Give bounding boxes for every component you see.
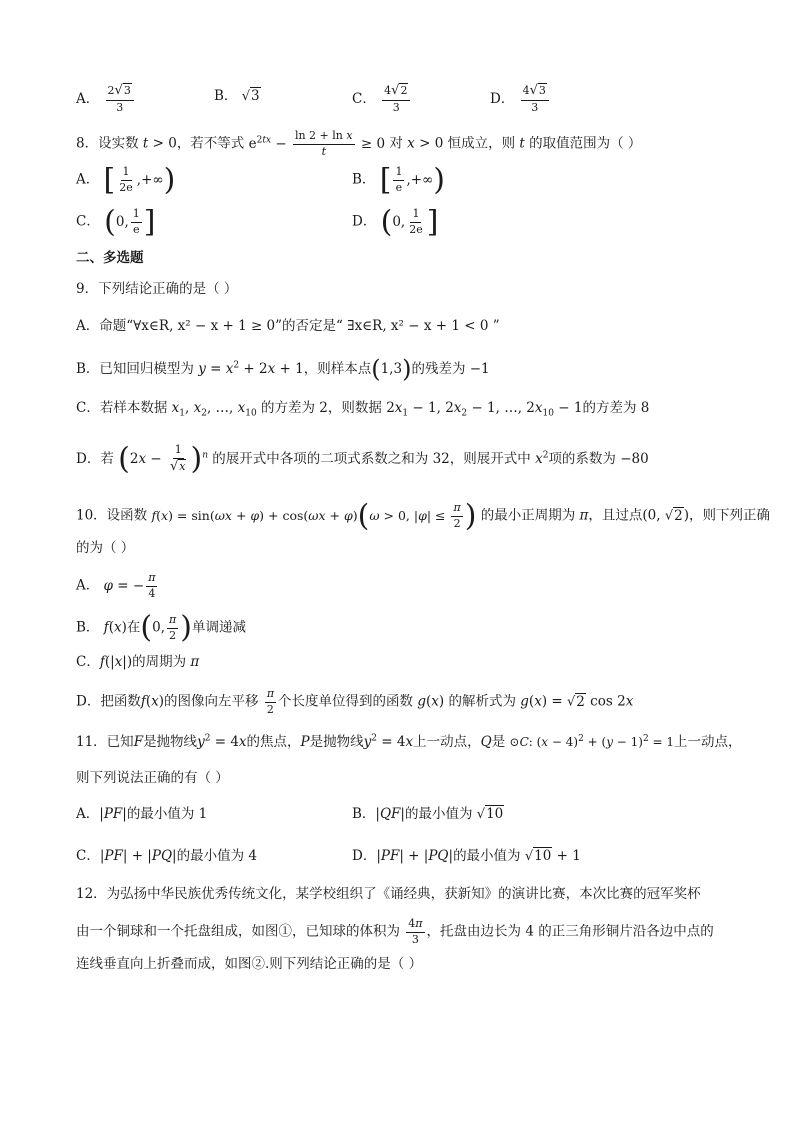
q11-option-c-label: C． [76, 848, 100, 864]
q10-option-d-text: 的解析式为 [448, 693, 516, 710]
q9-option-b-math: $y = x^2 + 2x + 1$ [198, 360, 304, 378]
q10-stem-cont: 的为（ ） [76, 540, 135, 556]
q10-stem-text: 的最小正周期为 [480, 507, 576, 524]
q9-option-c [76, 400, 650, 419]
q11-option-b-text: 的最小值为 [404, 806, 473, 822]
q11-option-c-text: 的最小值为 4 [176, 848, 257, 864]
q7-option-a-label: A． [76, 90, 100, 107]
q11-option-b-label: B． [352, 806, 376, 822]
q8-option-d [352, 204, 439, 240]
q12-text: ，托盘由边长为 4 的正三角形铜片沿各边中点的 [426, 923, 714, 940]
q12-line-2 [76, 918, 714, 946]
q8-stem-text: ，若不等式 [176, 135, 245, 152]
q9-option-d-math: (2x − $\frac{1}{√x}$ )$^n$ [118, 441, 208, 477]
q10-option-d-text: 个长度单位得到的函数 [278, 693, 414, 710]
q7-option-c-math: $\frac{4√2}{3}$ [382, 84, 410, 115]
q11-stem-text: 11．已知 [76, 734, 134, 750]
q7-option-c-label: C． [352, 90, 376, 107]
q7-option-b-math: √3 [241, 88, 260, 104]
q10-option-b-text: B． [76, 619, 100, 636]
q9-option-d-text: 的展开式中各项的二项式系数之和为 32，则展开式中 [212, 450, 531, 467]
q8-option-b-label: B． [352, 171, 376, 188]
q7-option-a [76, 84, 136, 115]
q7-option-d-label: D． [490, 90, 515, 107]
q9-option-b-text: ，则样本点 [303, 361, 372, 378]
q9-option-c-math: $x_1$, $x_2$, …, $x_{10}$ [171, 400, 257, 419]
q7-option-d [490, 84, 551, 115]
q8-stem-text: 设实数 [98, 135, 139, 152]
q8-option-d-label: D． [352, 213, 377, 230]
q8-option-d-math: (0, $\frac{1}{2e}$ ] [380, 204, 439, 240]
q9-option-d: D．若 (2x − $\frac{1}{√x}$ )$^n$ 的展开式中各项的二项式系数之和为 32，则展开式中 $x^2$项的系数为 −80 [76, 441, 649, 477]
q11-option-c: C．|PF| + |PQ|的最小值为 4 [76, 848, 257, 864]
q8-inequality: $e^{2tx}$ − $\frac{\text{ln 2 + ln x}}{t}$ ≥ 0 [248, 129, 386, 158]
q9-option-b-text: B．已知回归模型为 [76, 361, 194, 378]
q8-option-a-math: [ $\frac{1}{2e}$ ,+∞) [103, 162, 176, 198]
q9-option-c-math-2: $2x_1 - 1$, $2x_2 - 1$, …, $2x_{10} - 1$ [386, 400, 583, 419]
q11-circle: ⊙C: $(x - 4)^2 + (y - 1)^2 = 1$ [509, 734, 675, 749]
q11-stem-text: 的焦点， [246, 734, 301, 750]
q10-option-c: C．f(|x|)的周期为 π [76, 654, 200, 670]
q10-option-a-math: φ = − $\frac{\pi}{4}$ [103, 571, 156, 600]
q7-option-b [214, 90, 261, 104]
q11-stem-text: 是抛物线 [309, 734, 364, 750]
q11-option-d: D．|PF| + |PQ|的最小值为 √10 + 1 [352, 848, 581, 864]
q10-option-d: D．把函数f(x)的图像向左平移 $\frac{\pi}{2}$ 个长度单位得到的函数 g(x) 的解析式为 g(x) = √2 cos 2x [76, 687, 634, 716]
q11-stem-text: 是 [491, 734, 506, 750]
q10-stem-text: ，且过点 [588, 507, 643, 524]
q10-option-d-text: D．把函数 [76, 693, 141, 710]
q11-stem: 11．已知F是抛物线$y^2 = 4x$的焦点，P是抛物线$y^2 = 4x$上一动点，Q是 ⊙C: $(x - 4)^2 + (y - 1)^2 = 1$上一动点， [76, 733, 742, 750]
q12-volume: $\frac{4\pi}{3}$ [408, 917, 423, 946]
q9-option-b: B．已知回归模型为 $y = x^2 + 2x + 1$，则样本点(1,3)的残差为 −1 [76, 355, 490, 383]
q8-math-t: t > 0 [142, 135, 177, 152]
q11-stem-text: 上一动点， [674, 734, 742, 750]
q8-option-c-math: (0, $\frac{1}{e}$ ] [104, 204, 156, 240]
q10-stem-text: 10．设函数 [76, 507, 148, 524]
q7-option-d-math: $\frac{4√3}{3}$ [521, 84, 549, 115]
q11-stem-text: 是抛物线 [143, 734, 198, 750]
q9-option-d-text: D．若 [76, 450, 114, 467]
q8-stem-text: 的取值范围为（ ） [529, 135, 642, 152]
q10-option-a [76, 572, 159, 600]
q7-option-c [352, 84, 412, 115]
q9-option-c-text: 的方差为 2，则数据 [261, 400, 382, 416]
q8-stem-text: 对 [389, 135, 403, 152]
q10-option-c-text: 的周期为 [132, 654, 187, 670]
q8-number: 8． [76, 135, 99, 152]
q9-stem: 9．下列结论正确的是（ ） [76, 281, 238, 297]
q11-option-d-text: 的最小值为 [453, 848, 521, 864]
q10-stem: 10．设函数 f(x) = sin(ωx + φ) + cos(ωx + φ)(ω > 0, |φ| ≤ $\frac{\pi}{2}$ ) 的最小正周期为 π，且过点(0, √2)，则下列正确 [76, 498, 771, 534]
q11-option-b: B．|QF|的最小值为 √10 [352, 806, 504, 822]
q11-stem-text: 上一动点， [413, 734, 481, 750]
q11-option-d-label: D． [352, 848, 377, 864]
q8-option-c-label: C． [76, 213, 100, 230]
q10-option-d-shift: $\frac{\pi}{2}$ [266, 687, 275, 716]
q9-option-c-text: C．若样本数据 [76, 400, 168, 416]
q10-option-c-text: C． [76, 654, 100, 670]
q12-line-3: 连线垂直向上折叠而成，如图②.则下列结论正确的是（ ） [76, 956, 423, 972]
q10-option-b: B． f(x)在(0, $\frac{\pi}{2}$ )单调递减 [76, 610, 246, 646]
q11-option-a-text: 的最小值为 1 [126, 806, 208, 822]
q10-option-b-text: 在 [126, 619, 141, 636]
q10-option-c-math: f(|x|) [99, 654, 133, 670]
q9-option-d-text: 项的系数为 [548, 450, 616, 467]
section-heading: 二、多选题 [76, 250, 144, 266]
q9-option-b-text: 的残差为 [411, 361, 466, 378]
q9-option-a: A．命题“∀x∈R, x² − x + 1 ≥ 0”的否定是“ ∃x∈R, x² − x + 1 < 0 ” [76, 318, 500, 334]
q7-option-a-math: $\frac{2√3}{3}$ [106, 84, 134, 115]
q10-option-b-math: f(x) [103, 619, 127, 636]
q8-option-a [76, 162, 176, 198]
q8-option-b-math: [ $\frac{1}{e}$ ,+∞) [379, 162, 446, 198]
q8-option-b [352, 162, 446, 198]
q11-option-a: A．|PF|的最小值为 1 [76, 806, 208, 822]
q10-stem-text: ，则下列正确 [689, 507, 771, 524]
q11-option-a-label: A． [76, 806, 100, 822]
q8-option-a-label: A． [76, 171, 100, 188]
q8-stem: 8．设实数 t > 0，若不等式 $e^{2tx}$ − $\frac{\text{ln 2 + ln x}}{t}$ ≥ 0 对 x > 0 恒成立，则 t 的取值范围为（ ） [76, 129, 642, 158]
q8-option-c [76, 204, 156, 240]
q7-option-b-label: B． [214, 88, 238, 104]
q8-stem-text: 恒成立，则 [447, 135, 516, 152]
q10-option-b-text: 单调递减 [191, 619, 246, 636]
q10-function: f(x) = sin(ωx + φ) + cos(ωx + φ)(ω > 0, |φ| ≤ $\frac{\pi}{2}$ ) [151, 498, 477, 534]
q9-option-c-text: 的方差为 8 [582, 400, 650, 416]
q12-line-1: 12．为弘扬中华民族优秀传统文化，某学校组织了《诵经典，获新知》的演讲比赛，本次比赛的冠军奖杯 [76, 886, 701, 902]
q12-text: 由一个铜球和一个托盘组成，如图①，已知球的体积为 [76, 923, 400, 940]
q11-stem-cont: 则下列说法正确的有（ ） [76, 770, 229, 786]
q10-option-d-text: 的图像向左平移 [164, 693, 259, 710]
q10-option-a-label: A． [76, 577, 100, 594]
